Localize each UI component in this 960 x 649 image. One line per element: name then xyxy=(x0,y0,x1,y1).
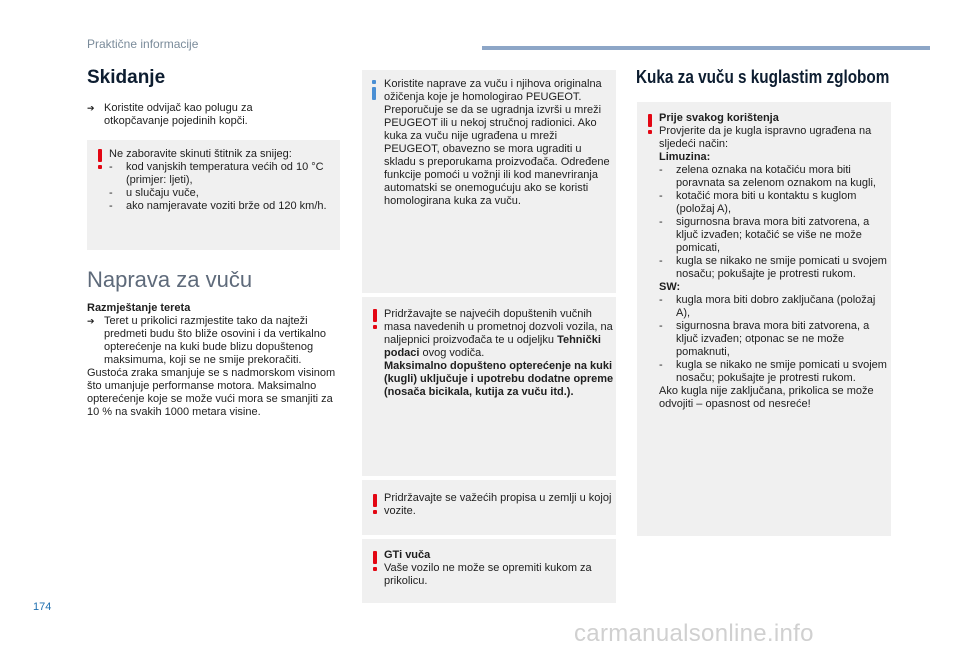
skidanje-bullet-text: Koristite odvijač kao polugu za otkopčavanje pojedinih kopči. xyxy=(104,102,253,127)
warn-mass-paragraph: Pridržavajte se najvećih dopuštenih vučnih masa navedenih u prometnoj dozvoli vozila, na naljepnici proizvođača te u odjeljku Tehnički podaci ovog vodiča. xyxy=(384,308,613,359)
warning-exclamation-icon xyxy=(372,309,378,329)
warning-box-ball-hitch xyxy=(637,102,891,536)
razmjestanje-bullet: ➔ Teret u prikolici razmjestite tako da najteži predmeti budu što bliže osovini i da vertikalno opterećenje na kuki bude blizu dopuštenog maksimuma, koji se ne smije prekoračiti. xyxy=(87,315,326,366)
skidanje-title: Skidanje xyxy=(87,67,166,88)
list-item: - ako namjeravate voziti brže od 120 km/h. xyxy=(109,200,327,212)
info-box-homologation xyxy=(362,70,616,293)
kuka-title: Kuka za vuču s kuglastim zglobom xyxy=(636,67,890,87)
page-number: 174 xyxy=(33,601,52,613)
warning-box-gti xyxy=(362,539,616,603)
list-item: - kugla se nikako ne smije pomicati u svojem nosaču; pokušajte je protresti rukom. xyxy=(659,255,887,280)
list-item: - kugla mora biti dobro zaključana (položaj A), xyxy=(659,294,876,319)
razmjestanje-section xyxy=(87,302,345,419)
list-item: - kod vanjskih temperatura većih od 10 °C (primjer: ljeti), xyxy=(109,161,324,186)
gti-title: GTi vuča xyxy=(384,549,431,561)
gustoca-text: Gustoća zraka smanjuje se s nadmorskom visinom što umanjuje performanse motora. Maksimalno opterećenje koje se može vući mora se smanjiti za 10 % na svakih 1000 metara visine. xyxy=(87,367,336,418)
watermark: carmanualsonline.info xyxy=(574,620,814,647)
list-item: - kotačić mora biti u kontaktu s kuglom (položaj A), xyxy=(659,190,857,215)
warning1-intro: Ne zaboravite skinuti štitnik za snijeg: xyxy=(109,148,292,160)
header-bar xyxy=(482,46,930,50)
info-box-text: Koristite naprave za vuču i njihova originalna ožičenja koje je homologirao PEUGEOT. Preporučuje se da se ugradnja izvrši u mreži PEUGEOT ili u nekoj stručnoj radionici. Ako kuka za vuču nije ugrađena u mreži PEUGEOT, obavezno se mora ugraditi u skladu s preporukama proizvođača. Određene funkcije pomoći u vožnji ili kod manevriranja automatski se onemogućuju ako se koristi homologirana kuka za vuču. xyxy=(384,78,610,207)
section-header-title: Praktične informacije xyxy=(87,37,199,51)
warn-mass-bold: Maksimalno dopušteno opterećenje na kuki (kugli) uključuje i upotrebu dodatne opreme (nosača bicikala, kutija za vuču itd.). xyxy=(384,360,614,398)
list-item: - zelena oznaka na kotačiću mora biti poravnata sa zelenom oznakom na kugli, xyxy=(659,164,876,189)
warning-box-towing-mass xyxy=(362,297,616,476)
warning-box-snow-shield xyxy=(87,140,340,250)
skidanje-bullet xyxy=(87,102,304,128)
warning-exclamation-icon xyxy=(372,494,378,514)
warning-exclamation-icon xyxy=(647,114,653,134)
warning-exclamation-icon xyxy=(97,149,103,169)
list-item: - sigurnosna brava mora biti zatvorena, a ključ izvađen; otponac se ne može pomaknuti, xyxy=(659,320,870,358)
list-item: - kugla se nikako ne smije pomicati u svojem nosaču; pokušajte je protresti rukom. xyxy=(659,359,887,384)
warning-exclamation-icon xyxy=(372,551,378,571)
bullet-arrow-icon: ➔ xyxy=(87,316,95,326)
naprava-title: Naprava za vuču xyxy=(87,267,253,292)
list-item: - u slučaju vuče, xyxy=(109,187,199,199)
sw-label: SW: xyxy=(659,281,681,293)
info-icon xyxy=(371,80,377,100)
list-item: - sigurnosna brava mora biti zatvorena, a ključ izvađen; kotačić se više ne može pomicati, xyxy=(659,216,870,254)
warn-laws-text: Pridržavajte se važećih propisa u zemlji u kojoj vozite. xyxy=(384,492,612,517)
bullet-arrow-icon: ➔ xyxy=(87,103,95,113)
gti-text: Vaše vozilo ne može se opremiti kukom za prikolicu. xyxy=(384,562,592,587)
intro-text: Provjerite da je kugla ispravno ugrađena na sljedeći način: xyxy=(659,125,872,150)
closing-text: Ako kugla nije zaključana, prikolica se može odvojiti – opasnost od nesreće! xyxy=(659,385,874,410)
limuzina-label: Limuzina: xyxy=(659,151,711,163)
intro-bold: Prije svakog korištenja xyxy=(659,112,779,124)
razmjestanje-heading: Razmještanje tereta xyxy=(87,302,191,314)
warning-box-laws xyxy=(362,480,616,535)
